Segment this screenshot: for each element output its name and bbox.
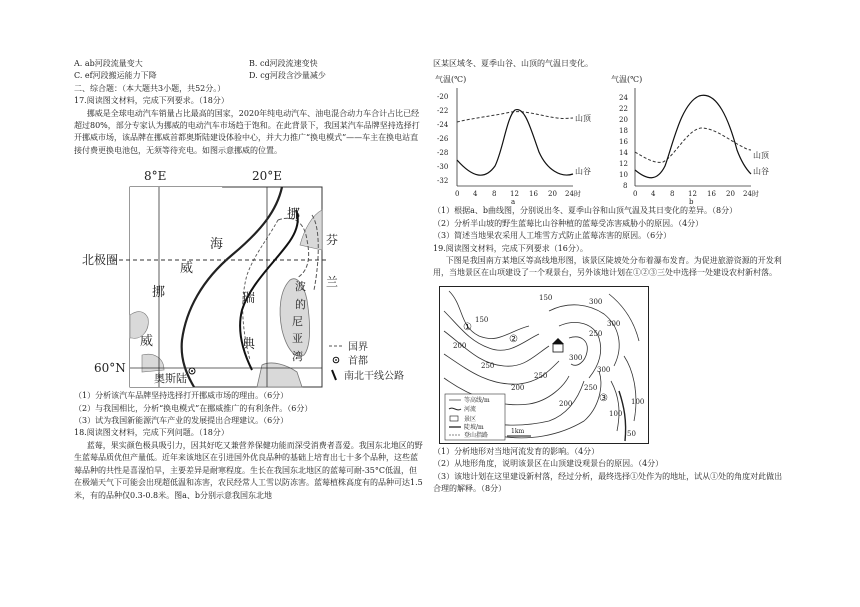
contour-label: 200 xyxy=(559,399,573,408)
chart-a-label-valley: 山谷 xyxy=(575,167,591,177)
chart-a-ytick: -26 xyxy=(437,135,449,144)
chart-a-xtick: 24时 xyxy=(565,190,581,199)
contour-label: 250 xyxy=(534,371,548,380)
q17-question-3: （3）试为我国新能源汽车产业的发展提出合理建议。（6分） xyxy=(74,416,289,426)
place-de: 的 xyxy=(295,298,306,312)
place-ni: 尼 xyxy=(292,315,303,329)
chart-a-xtick: 4 xyxy=(473,190,478,199)
place-wei-2: 威 xyxy=(140,334,154,350)
chart-a-ytick: -20 xyxy=(437,93,449,102)
option-d: D. cg河段含沙量减少 xyxy=(249,71,326,81)
chart-b-ytick: 12 xyxy=(619,160,628,169)
chart-a-ytick: -22 xyxy=(437,107,449,116)
option-a: A. ab河段流量变大 xyxy=(74,59,143,68)
legend-border: 国界 xyxy=(348,342,368,354)
q19-question-2: （2）从地形角度，说明该景区在山顶建设观景台的原因。（4分） xyxy=(433,459,664,469)
q17-text: 挪威是全球电动汽车销量占比最高的国家，2020年纯电动汽车、油电混合动力车合计占比已经超过80%，部分专家认为挪威的电动汽车市场趋于饱和。在此背景下，我国某汽车品牌坚持选择打开挪威市场，该品牌在挪威首都奥斯陆建设体验中心，并大力推广“换电模式”——车主在换电站直接付费更换电池包，无须等待充电。如图示意挪威的位置。 xyxy=(74,108,420,155)
legend-trail: 登山指路 xyxy=(464,431,489,439)
chart-b-ytick: 24 xyxy=(619,94,628,103)
site-3-marker: ③ xyxy=(599,392,608,404)
contour-label: 250 xyxy=(589,329,603,338)
left-column xyxy=(74,58,424,502)
legend-river: 河流 xyxy=(464,405,477,413)
place-wan: 湾 xyxy=(292,350,303,364)
place-nuo: 挪 xyxy=(287,207,301,223)
q19-question-1: （1）分析地形对当地河流发育的影响。（4分） xyxy=(433,446,600,456)
place-fen: 芬 xyxy=(326,233,339,248)
contour-label: 200 xyxy=(453,341,467,350)
contour-label: 200 xyxy=(511,383,525,392)
chart-b-xtick: 20 xyxy=(726,190,735,199)
chart-b xyxy=(611,70,783,205)
place-wei: 威 xyxy=(180,261,194,277)
chart-a-ytick: -24 xyxy=(437,121,449,130)
chart-b-ytick: 10 xyxy=(619,171,628,180)
scale-label: 1km xyxy=(511,427,525,435)
contour-label: 150 xyxy=(539,293,553,302)
norway-map xyxy=(82,160,404,388)
chart-b-ylabel: 气温(℃) xyxy=(611,75,643,85)
chart-b-xtick: 8 xyxy=(670,190,675,199)
chart-b-caption: b xyxy=(689,198,694,207)
legend-scenic: 景区 xyxy=(464,415,477,423)
contour-label: 150 xyxy=(475,315,489,324)
temperature-figures xyxy=(433,70,783,205)
contour-label: 100 xyxy=(609,409,623,418)
site-1-marker: ① xyxy=(463,321,472,333)
site-2-marker: ② xyxy=(509,333,518,345)
q18-title: 18.阅读图文材料，完成下列问题。（18分） xyxy=(74,428,229,438)
chart-b-xtick: 24时 xyxy=(743,190,759,199)
chart-b-xtick: 12 xyxy=(688,190,697,199)
option-b: B. cd河段流速变快 xyxy=(249,59,318,68)
contour-label: 100 xyxy=(631,397,645,406)
place-hai: 海 xyxy=(210,237,224,253)
contour-label: 250 xyxy=(584,383,598,392)
place-bo: 波 xyxy=(295,280,306,294)
contour-label: 300 xyxy=(589,297,603,306)
chart-a-xtick: 12 xyxy=(510,190,519,199)
chart-a-label-top: 山顶 xyxy=(575,114,591,124)
arctic-label: 北极圈 xyxy=(82,253,119,268)
capital-label: 奥斯陆 xyxy=(154,372,187,386)
chart-a-ytick: -30 xyxy=(437,163,449,172)
chart-a-xtick: 0 xyxy=(455,190,460,199)
q18-question-2: （2）分析半山坡的野生蓝莓比山谷种植的蓝莓受冻害威胁小的原因。（4分） xyxy=(433,218,704,228)
q17-question-2: （2）与我国相比，分析“换电模式”在挪威推广的有利条件。（6分） xyxy=(74,403,313,413)
q18-question-1: （1）根据a、b曲线图，分别说出冬、夏季山谷和山顶气温及其日变化的差异。（8分） xyxy=(433,206,738,216)
q18-text-cont: 区某区域冬、夏季山谷、山顶的气温日变化。 xyxy=(433,59,593,68)
chart-b-ytick: 20 xyxy=(619,116,628,125)
legend-capital: 首都 xyxy=(348,356,368,368)
legend-steep: 陡坡/m xyxy=(464,423,484,431)
chart-a-xtick: 16 xyxy=(529,190,538,199)
chart-a-xtick: 8 xyxy=(492,190,497,199)
place-dian: 典 xyxy=(242,337,256,353)
lat-label: 60°N xyxy=(94,361,126,376)
chart-b-xtick: 16 xyxy=(707,190,716,199)
chart-a-caption: a xyxy=(511,198,516,207)
q18-question-3: （3）简述当地果农采用人工堆雪方式防止蓝莓冻害的原因。（6分） xyxy=(433,231,672,241)
lon-label-20: 20°E xyxy=(252,169,283,184)
contour-label: 300 xyxy=(597,365,611,374)
chart-b-xtick: 0 xyxy=(633,190,638,199)
chart-b-label-top: 山顶 xyxy=(753,151,769,161)
chart-b-xtick: 4 xyxy=(651,190,656,199)
legend-contour: 等高线/m xyxy=(464,396,490,404)
place-nuo-2: 挪 xyxy=(152,285,166,301)
q18-text: 蓝莓，果实颜色极具吸引力，因其好吃又兼营养保健功能而深受消费者喜爱。我国东北地区的野生蓝莓品质优但产量低。近年来该地区在引进国外优良品种的基础上培育出七十多个品种，这些蓝莓品种的共性是喜湿怕旱，主要差异是耐寒程度。生长在我国东北地区的蓝莓可耐-35°C低温，但在极端天气下可能会出现超低温和冻害，农民经常人工雪以防冻害。蓝莓植株高度有的品种可达1.5米，有的品种仅0.3-0.8米。图a、b分别示意我国东北地 xyxy=(74,440,423,500)
chart-b-ytick: 8 xyxy=(623,182,628,191)
chart-b-label-valley: 山谷 xyxy=(753,167,769,177)
chart-a-ytick: -28 xyxy=(437,149,449,158)
q17-title: 17.阅读图文材料，完成下列要求。（18分） xyxy=(74,96,229,106)
contour-label: 300 xyxy=(607,319,621,328)
contour-label: 250 xyxy=(481,361,495,370)
q19-title: 19.阅读图文材料，完成下列要求（16分）。 xyxy=(433,243,588,253)
chart-b-ytick: 18 xyxy=(619,127,628,136)
right-column xyxy=(433,58,783,495)
q19-text: 下图是我国南方某地区等高线地形图，该景区陡坡处分布着瀑布发育。为促进旅游资源的开发利用，当地景区在山项建设了一个观景台，另外该地计划在①②③三处中选择一处建设农村新村落。 xyxy=(433,256,782,278)
q19-question-3: （3）该地计划在这里建设新村落，经过分析，最终选择①处作为的地址，试从①处的角度对此做出合理的解释。（8分） xyxy=(433,471,783,494)
chart-a-ytick: -32 xyxy=(437,177,449,186)
contour-map xyxy=(439,286,649,444)
contour-label: 50 xyxy=(627,429,636,438)
legend-road: 南北干线公路 xyxy=(344,371,404,383)
section-heading: 二、综合题：（本大题共3小题，共52分。） xyxy=(74,83,226,93)
place-ya: 亚 xyxy=(292,332,303,346)
contour-label: 300 xyxy=(569,353,583,362)
q17-question-1: （1）分析该汽车品牌坚持选择打开挪威市场的理由。（6分） xyxy=(74,391,289,401)
option-row xyxy=(74,70,424,82)
chart-b-ytick: 16 xyxy=(619,138,628,147)
lon-label-8: 8°E xyxy=(144,169,167,184)
place-rui: 瑞 xyxy=(242,291,256,307)
place-lan: 兰 xyxy=(326,275,339,290)
chart-b-ytick: 22 xyxy=(619,105,628,114)
option-row xyxy=(74,58,424,70)
chart-a-ylabel: 气温(℃) xyxy=(435,75,467,85)
option-c: C. ef河段搬运能力下降 xyxy=(74,71,157,81)
chart-a xyxy=(433,70,603,205)
chart-a-xtick: 20 xyxy=(548,190,557,199)
chart-b-ytick: 14 xyxy=(619,149,628,158)
